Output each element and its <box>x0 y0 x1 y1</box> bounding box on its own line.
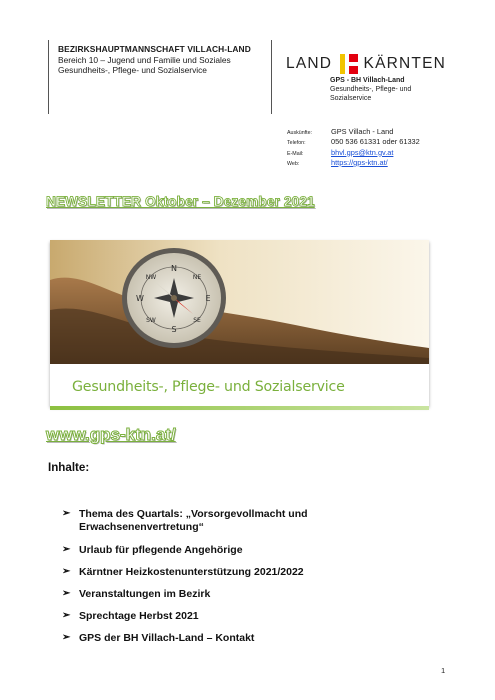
arrow-bullet-icon: ➢ <box>62 588 71 599</box>
banner-underline <box>50 406 429 410</box>
compass-label-w: W <box>136 294 144 303</box>
compass-photo <box>50 240 429 364</box>
header-divider-left <box>48 40 49 114</box>
page-number: 1 <box>441 666 446 675</box>
arrow-bullet-icon: ➢ <box>62 508 71 519</box>
arrow-bullet-icon: ➢ <box>62 566 71 577</box>
compass-label-sw: SW <box>146 317 156 324</box>
contact-row-email <box>287 148 477 158</box>
logo-sub-title: GPS - BH Villach-Land <box>330 77 405 84</box>
compass-label-ne: NE <box>192 274 202 281</box>
web-link[interactable]: https://gps-ktn.at/ <box>331 157 388 167</box>
toc-item-text: GPS der BH Villach-Land – Kontakt <box>79 632 255 644</box>
compass-label-n: N <box>171 264 177 273</box>
arrow-bullet-icon: ➢ <box>62 610 71 621</box>
contact-label: Web: <box>287 160 300 167</box>
toc-item-text: Sprechtage Herbst 2021 <box>79 610 199 622</box>
contact-label: Auskünfte: <box>287 130 313 136</box>
authority-name: BEZIRKSHAUPTMANNSCHAFT VILLACH-LAND <box>58 44 251 54</box>
banner-image <box>50 240 429 406</box>
toc-item <box>62 566 369 579</box>
authority-service: Gesundheits-, Pflege- und Sozialservice <box>58 65 207 75</box>
contact-label: E-Mail: <box>287 150 304 157</box>
contact-row-info <box>287 127 477 137</box>
contact-row-phone <box>287 137 477 147</box>
contact-row-web <box>287 158 477 168</box>
contact-value: 050 536 61331 oder 61332 <box>331 137 420 147</box>
toc-item-text: Urlaub für pflegende Angehörige <box>79 544 243 556</box>
contents-heading: Inhalte: <box>48 461 90 474</box>
header-divider-right <box>271 40 272 114</box>
compass-label-se: SE <box>193 317 201 324</box>
logo-word-kaernten: KÄRNTEN <box>363 55 446 72</box>
contact-label: Telefon: <box>287 140 306 147</box>
newsletter-title: NEWSLETTER Oktober – Dezember 2021 <box>46 194 315 209</box>
banner-caption: Gesundheits-, Pflege- und Sozialservice <box>72 379 345 395</box>
logo-word-land: LAND <box>286 55 333 72</box>
arrow-bullet-icon: ➢ <box>62 544 71 555</box>
toc-item <box>62 610 369 623</box>
compass-label-e: E <box>205 294 211 303</box>
toc-item-text: Kärntner Heizkostenunterstützung 2021/2022 <box>79 566 304 578</box>
toc-item <box>62 508 369 533</box>
authority-block <box>58 44 251 76</box>
logo-sub-text: Gesundheits-, Pflege- und Sozialservice <box>330 86 412 102</box>
toc-item <box>62 544 369 557</box>
contact-value: GPS Villach - Land <box>331 127 394 136</box>
logo-mark-icon <box>340 54 355 74</box>
contact-block <box>287 127 477 168</box>
arrow-bullet-icon: ➢ <box>62 632 71 643</box>
toc-item <box>62 588 369 601</box>
email-link[interactable]: bhvl.gps@ktn.gv.at <box>331 147 394 157</box>
toc-item-text: Thema des Quartals: „Vorsorgevollmacht und Erwachsenenvertretung“ <box>79 508 308 533</box>
toc-item <box>62 632 369 645</box>
website-link[interactable]: www.gps-ktn.at/ <box>46 425 176 444</box>
toc-item-text: Veranstaltungen im Bezirk <box>79 588 211 600</box>
land-kaernten-logo <box>286 52 446 102</box>
compass-label-s: S <box>171 325 177 334</box>
authority-department: Bereich 10 – Jugend und Familie und Soziales <box>58 54 231 65</box>
compass-label-nw: NW <box>145 274 157 281</box>
